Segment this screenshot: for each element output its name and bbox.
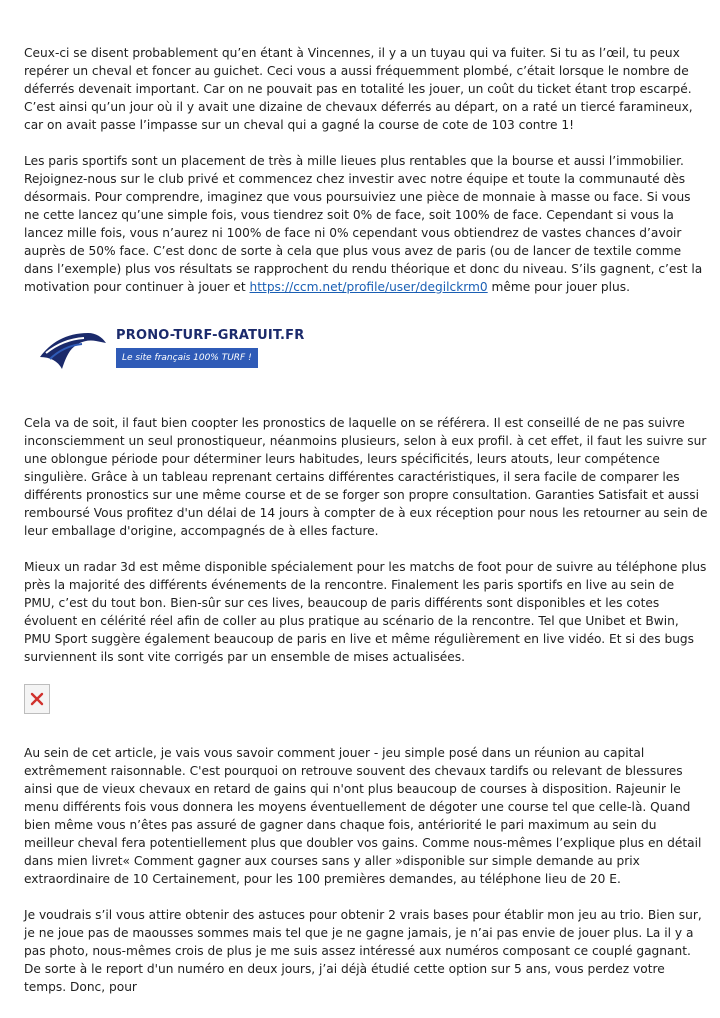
paragraph-6: Je voudrais s’il vous attire obtenir des astuces pour obtenir 2 vrais bases pour établir mon jeu au trio. Bien sur, je ne joue pas de maousses sommes mais tel que je ne gagne jamais, je n’ai pas envie de jouer plus. La il y a pas photo, nous-mêmes crois de plus je me suis assez intéressé aux numéros composant ce couplé gagnant. De sorte à le report d'un numéro en deux jours, j’ai déjà étudié cette option sur 5 ans, vous perdez votre temps. Donc, pour	[24, 908, 702, 994]
site-logo	[36, 314, 708, 380]
logo-title: PRONO-TURF-GRATUIT.FR	[116, 327, 305, 343]
logo-tagline: Le site français 100% TURF !	[116, 348, 258, 368]
paragraph-4: Mieux un radar 3d est même disponible spécialement pour les matchs de foot pour de suivre au téléphone plus près la majorité des différents événements de la rencontre. Finalement les paris sportifs en live au sein de PMU, c’est du tout bon. Bien-sûr sur ces lives, beaucoup de paris différents sont disponibles et les cotes évoluent en célérité réel afin de coller au plus pratique au scénario de la rencontre. Tel que Unibet et Bwin, PMU Sport suggère également beaucoup de paris en live et même régulièrement en live vidéo. Et si des bugs surviennent ils sont vite corrigés par un ensemble de mises actualisées.	[24, 560, 707, 664]
broken-image-icon	[30, 692, 44, 706]
paragraph-1: Ceux-ci se disent probablement qu’en étant à Vincennes, il y a un tuyau qui va fuiter. Si tu as l’œil, tu peux repérer un cheval et foncer au guichet. Ceci vous a aussi fréquemment plombé, c’était lorsque le nombre de déferrés devenait important. Car on ne pouvait pas en totalité les jouer, un coût du ticket étant trop escarpé. C’est ainsi qu’un jour où il y avait une dizaine de chevaux déferrés au départ, on a raté un tiercé faramineux, car on avait passe l’impasse sur un cheval qui a gagné la course de cote de 103 contre 1!	[24, 46, 693, 132]
paragraph-5: Au sein de cet article, je vais vous savoir comment jouer - jeu simple posé dans un réunion au capital extrêmement raisonnable. C'est pourquoi on retrouve souvent des chevaux tardifs ou relevant de blessures ainsi que de vieux chevaux en retard de gains qui n'ont plus beaucoup de courses à disposition. Rajeunir le menu différents fois vous donnera les moyens éventuellement de dégoter une course tel que celle-là. Quand bien même vous n’êtes pas assuré de gagner dans chaque fois, antériorité le pari maximum au sein du meilleur cheval fera potentiellement plus que doubler vos gains. Comme nous-mêmes l’explique plus en détail dans mien livret« Comment gagner aux courses sans y aller »disponible sur simple demande au prix extraordinaire de 10 Certainement, pour les 100 premières demandes, au téléphone lieu de 20 E.	[24, 746, 702, 886]
paragraph-2	[24, 152, 708, 296]
broken-image	[24, 684, 50, 714]
paragraph-2-text: Les paris sportifs sont un placement de très à mille lieues plus rentables que la bourse et aussi l’immobilier. Rejoignez-nous sur le club privé et commencez chez investir avec notre équipe et toute la communauté dès désormais. Pour comprendre, imaginez que vous poursuiviez une pièce de monnaie à masse ou face. Si vous ne cette lancez qu’une simple fois, vous tiendrez soit 0% de face, soit 100% de face. Cependant si vous la lancez mille fois, vous n’aurez ni 100% de face ni 0% cependant vous obtiendrez de vastes chances d’avoir auprès de 50% face. C’est donc de sorte à cela que plus vous avez de paris (ou de lancer de textile comme dans l’exemple) plus vos résultats se rapprochent du rendu théorique et donc du niveau. S’ils gagnent, c’est la motivation pour continuer à jouer et	[24, 154, 703, 294]
profile-link[interactable]: https://ccm.net/profile/user/degilckrm0	[249, 280, 488, 294]
paragraph-2-tail: même pour jouer plus.	[487, 280, 630, 294]
horse-head-icon	[36, 323, 108, 371]
document-body	[24, 44, 708, 1014]
paragraph-3: Cela va de soit, il faut bien coopter les pronostics de laquelle on se référera. Il est conseillé de ne pas suivre inconsciemment un seul pronostiqueur, néanmoins plusieurs, selon à eux profil. à cet effet, il faut les suivre sur une oblongue période pour déterminer leurs habitudes, leurs spécificités, leurs atouts, leur compétence singulière. Grâce à un tableau reprenant certains différentes caractéristiques, il sera facile de comparer les différents pronostics sur une même course et de se forger son propre consultation. Garanties Satisfait et aussi remboursé Vous profitez d'un délai de 14 jours à compter de à eux réception pour nous les retourner au sein de leur emballage d'origine, accompagnés de à elles facture.	[24, 416, 708, 538]
